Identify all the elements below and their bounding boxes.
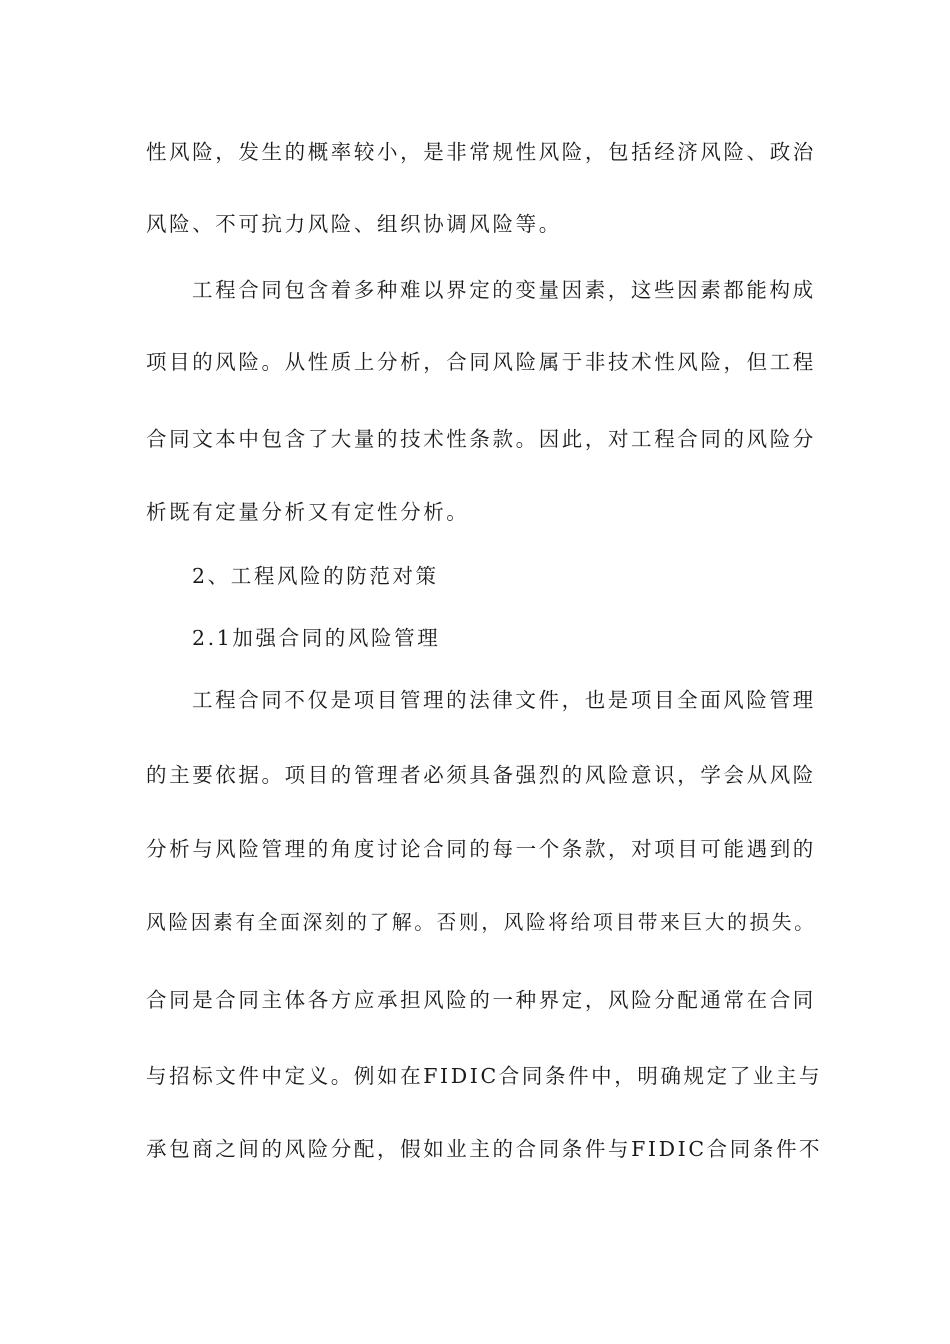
subsection-heading: 2.1加强合同的风险管理: [192, 626, 441, 650]
text-line: 风险、不可抗力风险、组织协调风险等。: [146, 212, 562, 236]
text-line: 的主要依据。项目的管理者必须具备强烈的风险意识，学会从风险: [146, 763, 816, 787]
text-line: 分析与风险管理的角度讨论合同的每一个条款，对项目可能遇到的: [146, 837, 816, 861]
text-line: 性风险，发生的概率较小，是非常规性风险，包括经济风险、政治: [146, 140, 816, 164]
text-line: 风险因素有全面深刻的了解。否则，风险将给项目带来巨大的损失。: [146, 911, 817, 934]
text-line: 合同是合同主体各方应承担风险的一种界定，风险分配通常在合同: [146, 988, 816, 1012]
text-line: 项目的风险。从性质上分析，合同风险属于非技术性风险，但工程: [146, 350, 816, 374]
text-line: 承包商之间的风险分配，假如业主的合同条件与FIDIC合同条件不: [146, 1137, 823, 1161]
paragraph-first-line: 工程合同不仅是项目管理的法律文件，也是项目全面风险管理: [192, 688, 816, 712]
paragraph-first-line: 工程合同包含着多种难以界定的变量因素，这些因素都能构成: [192, 278, 816, 302]
text-line: 析既有定量分析又有定性分析。: [146, 500, 470, 524]
text-line: 合同文本中包含了大量的技术性条款。因此，对工程合同的风险分: [146, 427, 816, 451]
section-heading: 2、工程风险的防范对策: [192, 564, 439, 588]
text-line: 与招标文件中定义。例如在FIDIC合同条件中，明确规定了业主与: [146, 1064, 823, 1088]
